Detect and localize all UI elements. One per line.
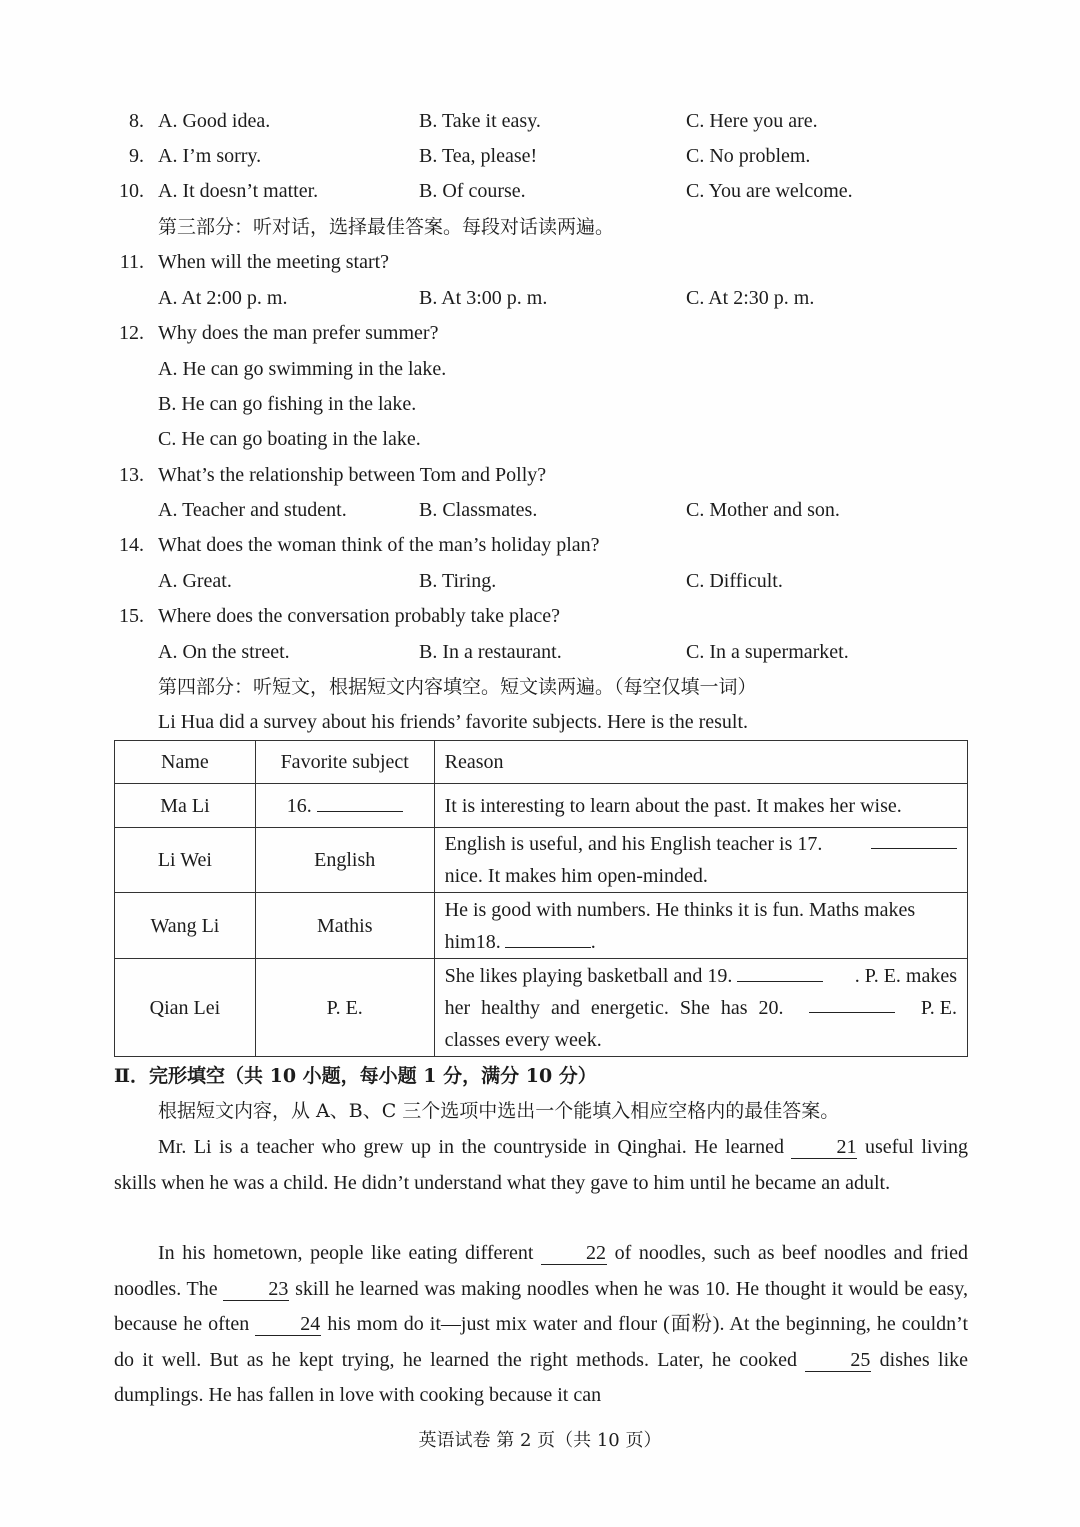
option-a: A. Good idea.	[158, 110, 271, 132]
header-reason: Reason	[434, 741, 967, 784]
paragraph-text: skill he learned was making noodles when he was 10. He thought it would be easy, because he often	[114, 1277, 969, 1335]
answer-blank-16[interactable]	[317, 791, 403, 812]
cloze-blank-21[interactable]: 21	[791, 1136, 857, 1159]
reason-line: her healthy and energetic. She has 20.	[444, 996, 784, 1019]
paragraph-text: of noodles, such as beef noodles and fried noodles. The	[114, 1242, 968, 1300]
option-b: B. In a restaurant.	[419, 641, 562, 663]
question-number: 11.	[119, 251, 144, 273]
cloze-blank-22[interactable]: 22	[541, 1242, 607, 1265]
option-b: B. Classmates.	[419, 499, 538, 521]
reason-line-end: .	[590, 930, 596, 953]
part4-heading: 第四部分：听短文，根据短文内容填空。短文读两遍。（每空仅填一词）	[158, 676, 757, 698]
option-a: A. On the street.	[158, 641, 290, 663]
option-c: C. Difficult.	[686, 570, 783, 592]
cell-subject: P. E.	[255, 959, 434, 1057]
question-number: 10.	[119, 180, 144, 202]
option-b: B. He can go fishing in the lake.	[158, 393, 417, 415]
option-b: B. At 3:00 p. m.	[419, 287, 548, 309]
option-c: C. You are welcome.	[686, 180, 853, 202]
cell-reason: It is interesting to learn about the past. It makes her wise.	[434, 784, 967, 828]
paragraph-text: Mr. Li is a teacher who grew up in the countryside in Qinghai. He learned	[158, 1136, 784, 1158]
cloze-blank-24[interactable]: 24	[255, 1313, 321, 1336]
answer-blank-20[interactable]	[809, 992, 895, 1013]
header-subject: Favorite subject	[255, 741, 434, 784]
question-number: 13.	[119, 464, 144, 486]
table-row	[115, 959, 968, 1057]
option-a: A. He can go swimming in the lake.	[158, 358, 447, 380]
reason-line: him18.	[444, 930, 501, 953]
option-c: C. No problem.	[686, 145, 811, 167]
cell-name: Ma Li	[115, 784, 256, 828]
option-c: C. At 2:30 p. m.	[686, 287, 815, 309]
page-footer: 英语试卷 第 2 页（共 10 页）	[418, 1430, 662, 1451]
question-number: 12.	[119, 322, 144, 344]
option-c: C. In a supermarket.	[686, 641, 849, 663]
reason-line: He is good with numbers. He thinks it is fun. Maths makes	[444, 898, 916, 921]
cloze-blank-25[interactable]: 25	[805, 1349, 871, 1372]
reason-line: . P. E. makes	[854, 964, 957, 987]
section2-heading: Ⅱ．完形填空（共 10 小题，每小题 1 分，满分 10 分）	[114, 1065, 597, 1087]
question-number: 8.	[129, 110, 144, 132]
option-c: C. He can go boating in the lake.	[158, 428, 421, 450]
question-text: Why does the man prefer summer?	[158, 322, 439, 344]
question-text: What does the woman think of the man’s holiday plan?	[158, 534, 600, 556]
cell-name: Li Wei	[115, 828, 256, 893]
answer-blank-19[interactable]	[737, 961, 823, 982]
reason-line: classes every week.	[444, 1028, 602, 1051]
answer-blank-18[interactable]	[505, 927, 591, 948]
cell-reason	[434, 828, 967, 893]
option-b: B. Tea, please!	[419, 145, 538, 167]
reason-line: English is useful, and his English teacher is 17.	[444, 833, 823, 855]
header-name: Name	[115, 741, 256, 784]
option-c: C. Mother and son.	[686, 499, 840, 521]
option-a: A. I’m sorry.	[158, 145, 262, 167]
section2-instruction: 根据短文内容，从 A、B、C 三个选项中选出一个能填入相应空格内的最佳答案。	[158, 1100, 840, 1122]
paragraph-text: useful living skills when he was a child. He didn’t understand what they gave to him until he became an adult.	[114, 1136, 969, 1194]
option-b: B. Tiring.	[419, 570, 497, 592]
cell-subject: Mathis	[255, 893, 434, 959]
blank-number: 16.	[286, 794, 312, 817]
cell-subject	[255, 784, 434, 828]
cell-reason	[434, 893, 967, 959]
option-a: A. Teacher and student.	[158, 499, 347, 521]
option-a: A. Great.	[158, 570, 232, 592]
cell-subject: English	[255, 828, 434, 893]
survey-table	[114, 740, 968, 1057]
cloze-paragraph-2	[114, 1236, 968, 1414]
option-a: A. It doesn’t matter.	[158, 180, 319, 202]
paragraph-text: dishes like dumplings. He has fallen in love with cooking because it can	[114, 1348, 968, 1406]
option-b: B. Take it easy.	[419, 110, 541, 132]
reason-line: She likes playing basketball and 19.	[444, 964, 733, 987]
reason-line: nice. It makes him open-minded.	[444, 865, 708, 887]
cloze-paragraph-1	[114, 1130, 968, 1201]
question-text: Where does the conversation probably take place?	[158, 605, 561, 627]
paragraph-text: In his hometown, people like eating different	[158, 1242, 534, 1264]
table-row	[115, 893, 968, 959]
table-row	[115, 784, 968, 828]
survey-intro: Li Hua did a survey about his friends’ favorite subjects. Here is the result.	[158, 711, 749, 733]
cell-name: Wang Li	[115, 893, 256, 959]
question-number: 9.	[129, 145, 144, 167]
cell-name: Qian Lei	[115, 959, 256, 1057]
question-text: When will the meeting start?	[158, 251, 390, 273]
question-text: What’s the relationship between Tom and Polly?	[158, 464, 547, 486]
cell-reason	[434, 959, 967, 1057]
part3-heading: 第三部分：听对话，选择最佳答案。每段对话读两遍。	[158, 216, 615, 238]
option-c: C. Here you are.	[686, 110, 818, 132]
table-row	[115, 828, 968, 893]
answer-blank-17[interactable]	[871, 828, 957, 849]
option-b: B. Of course.	[419, 180, 526, 202]
cloze-blank-23[interactable]: 23	[223, 1278, 289, 1301]
table-header-row	[115, 741, 968, 784]
question-number: 14.	[119, 534, 144, 556]
option-a: A. At 2:00 p. m.	[158, 287, 288, 309]
reason-line: P. E.	[920, 996, 957, 1019]
question-number: 15.	[119, 605, 144, 627]
paragraph-text: his mom do it—just mix water and flour (面粉). At the beginning, he couldn’t do it well. But as he kept trying, he learned the right methods. Later, he cooked	[114, 1313, 969, 1371]
